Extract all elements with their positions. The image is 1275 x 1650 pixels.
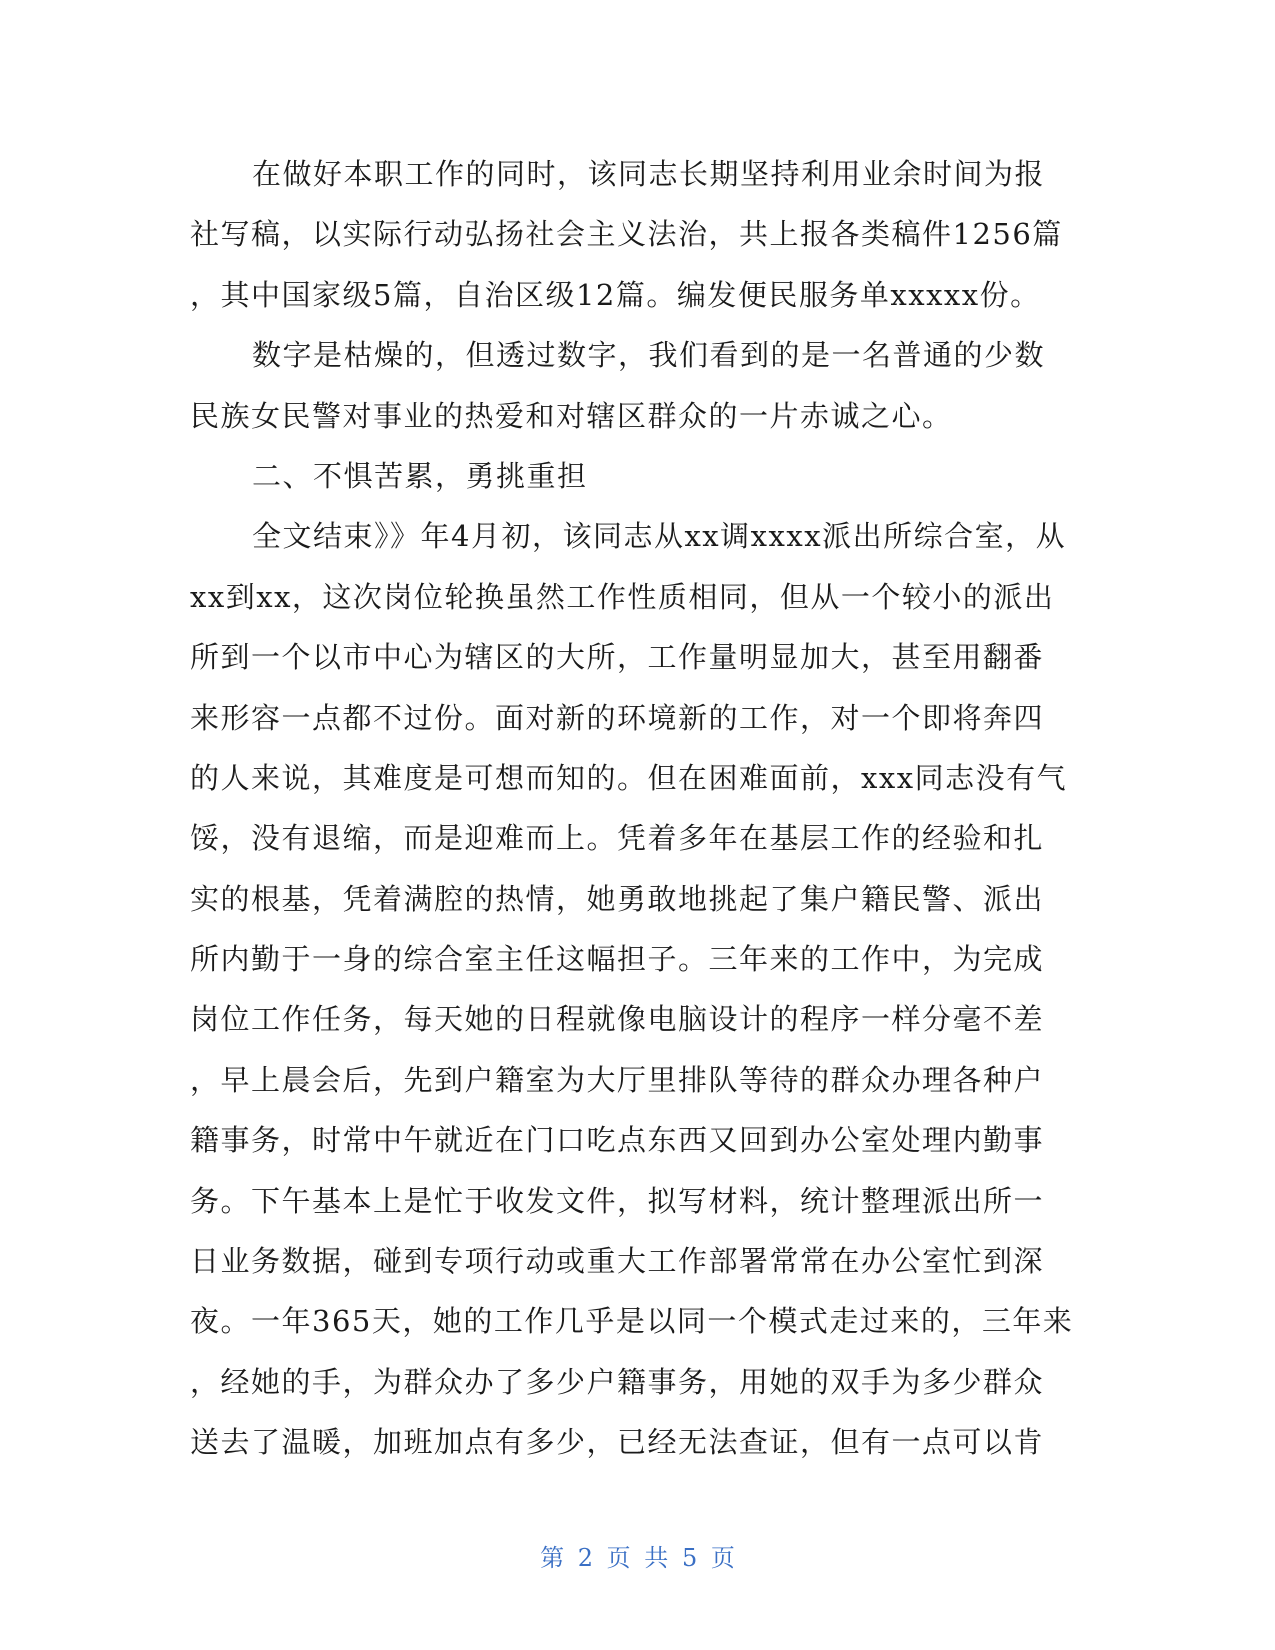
text-line: 数字是枯燥的，但透过数字，我们看到的是一名普通的少数: [252, 338, 1046, 373]
text-line: 籍事务，时常中午就近在门口吃点东西又回到办公室处理内勤事: [190, 1123, 1045, 1158]
text-line: 实的根基，凭着满腔的热情，她勇敢地挑起了集户籍民警、派出: [190, 881, 1045, 916]
text-line: 在做好本职工作的同时，该同志长期坚持利用业余时间为报: [252, 157, 1046, 191]
text-line: 全文结束》》年4月初，该同志从xx调xxxx派出所综合室，从: [252, 519, 1067, 554]
text-line: 务。下午基本上是忙于收发文件，拟写材料，统计整理派出所一: [190, 1183, 1045, 1218]
body-text: [190, 144, 1090, 1473]
text-line: 夜。一年365天，她的工作几乎是以同一个模式走过来的，三年来: [190, 1304, 1074, 1339]
text-line: ，其中国家级5篇，自治区级12篇。编发便民服务单xxxxx份。: [190, 277, 1041, 312]
text-line: 所内勤于一身的综合室主任这幅担子。三年来的工作中，为完成: [190, 942, 1045, 977]
section-heading: 二、不惧苦累，勇挑重担: [252, 458, 588, 493]
text-line: 送去了温暖，加班加点有多少，已经无法查证，但有一点可以肯: [190, 1425, 1045, 1460]
text-line: 的人来说，其难度是可想而知的。但在困难面前，xxx同志没有气: [190, 760, 1068, 795]
text-line: xx到xx，这次岗位轮换虽然工作性质相同，但从一个较小的派出: [190, 579, 1055, 614]
text-line: 日业务数据，碰到专项行动或重大工作部署常常在办公室忙到深: [190, 1244, 1045, 1279]
text-line: 所到一个以市中心为辖区的大所，工作量明显加大，甚至用翻番: [190, 640, 1045, 675]
page-number-footer: 第 2 页 共 5 页: [540, 1544, 735, 1572]
text-line: ，经她的手，为群众办了多少户籍事务，用她的双手为多少群众: [190, 1364, 1045, 1399]
text-line: ，早上晨会后，先到户籍室为大厅里排队等待的群众办理各种户: [190, 1062, 1045, 1097]
text-line: 岗位工作任务，每天她的日程就像电脑设计的程序一样分毫不差: [190, 1002, 1045, 1037]
text-line: 馁，没有退缩，而是迎难而上。凭着多年在基层工作的经验和扎: [190, 821, 1045, 856]
text-line: 民族女民警对事业的热爱和对辖区群众的一片赤诚之心。: [190, 398, 953, 433]
text-line: 来形容一点都不过份。面对新的环境新的工作，对一个即将奔四: [190, 700, 1045, 735]
text-line: 社写稿，以实际行动弘扬社会主义法治，共上报各类稿件1256篇: [190, 217, 1063, 252]
